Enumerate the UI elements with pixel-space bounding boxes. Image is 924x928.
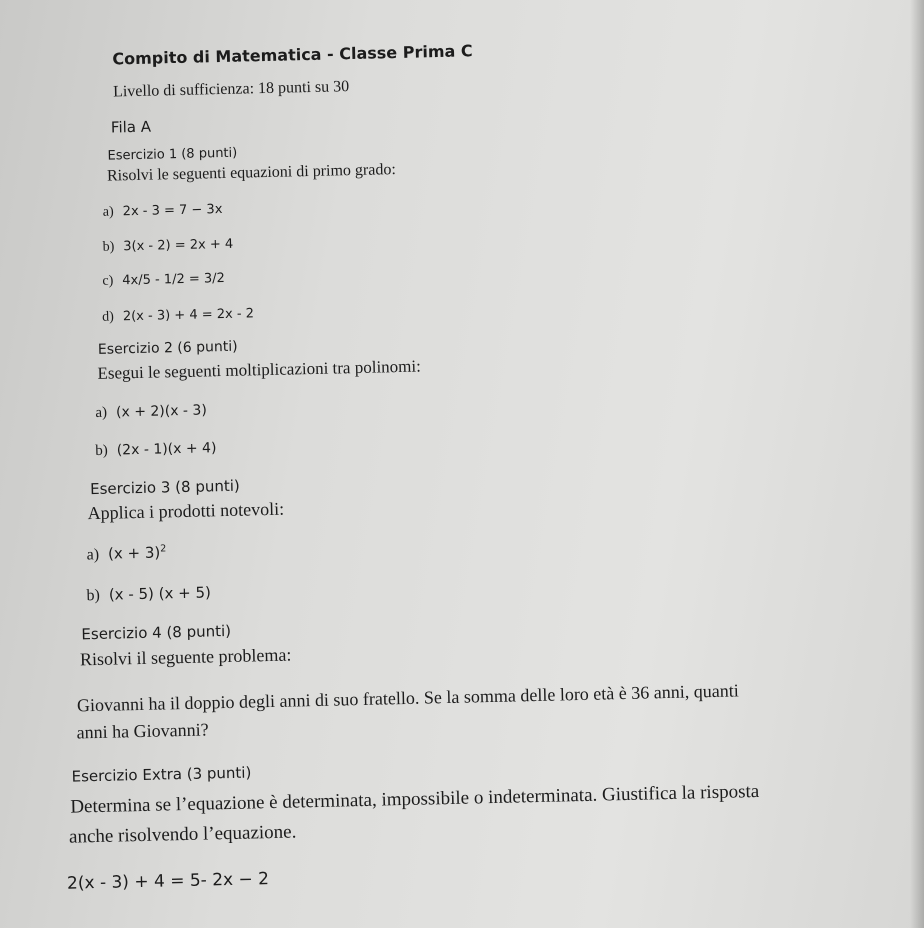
ex2-heading: Esercizio 2 (6 punti) xyxy=(97,338,238,358)
item-label: b) xyxy=(95,442,108,459)
exponent: 2 xyxy=(160,543,167,555)
item-label: c) xyxy=(102,273,114,289)
sufficiency-level: Livello di sufficienza: 18 punti su 30 xyxy=(112,78,350,101)
polynomial-product: (x + 2)(x - 3) xyxy=(115,402,208,421)
item-label: b) xyxy=(102,239,115,255)
ex1-item-a xyxy=(103,200,223,221)
ex1-item-b xyxy=(102,235,233,256)
exam-title: Compito di Matematica - Classe Prima C xyxy=(112,41,473,69)
extra-text-line2: anche risolvendo l’equazione. xyxy=(68,821,297,848)
item-label: d) xyxy=(102,309,115,325)
ex4-heading: Esercizio 4 (8 punti) xyxy=(81,621,232,644)
page-edge-shadow xyxy=(910,0,924,928)
ex3-item-a xyxy=(86,543,166,564)
item-label: a) xyxy=(86,546,100,564)
ex1-heading: Esercizio 1 (8 punti) xyxy=(107,145,238,164)
notable-product: (x + 3) xyxy=(107,543,161,564)
extra-text-line1: Determina se l’equazione è determinata, impossibile o indeterminata. Giustifica la risposta xyxy=(70,780,760,818)
ex2-item-b xyxy=(95,439,217,460)
equation: 2(x - 3) + 4 = 2x - 2 xyxy=(122,306,255,325)
ex1-item-d xyxy=(102,304,254,325)
exam-variant: Fila A xyxy=(110,117,152,137)
ex3-heading: Esercizio 3 (8 punti) xyxy=(89,476,240,499)
extra-heading: Esercizio Extra (3 punti) xyxy=(71,763,252,786)
ex4-problem-line2: anni ha Giovanni? xyxy=(76,719,209,743)
notable-product: (x - 5) (x + 5) xyxy=(108,583,212,604)
item-label: b) xyxy=(86,586,101,605)
polynomial-product: (2x - 1)(x + 4) xyxy=(116,440,217,459)
ex2-instruction: Esegui le seguenti moltiplicazioni tra polinomi: xyxy=(97,356,422,383)
equation: 2x - 3 = 7 − 3x xyxy=(122,202,223,220)
extra-equation: 2(x - 3) + 4 = 5- 2x − 2 xyxy=(66,869,270,894)
equation: 3(x - 2) = 2x + 4 xyxy=(123,236,234,255)
ex1-instruction: Risolvi le seguenti equazioni di primo grado: xyxy=(106,161,396,185)
item-label: a) xyxy=(95,404,108,421)
item-label: a) xyxy=(102,204,114,220)
ex4-instruction: Risolvi il seguente problema: xyxy=(79,644,292,670)
ex1-item-c xyxy=(102,269,225,290)
equation: 4x/5 - 1/2 = 3/2 xyxy=(122,270,226,289)
ex2-item-a xyxy=(95,401,207,422)
ex4-problem-line1: Giovanni ha il doppio degli anni di suo fratello. Se la somma delle loro età è 36 anni, quanti xyxy=(76,680,739,716)
ex3-item-b xyxy=(86,583,211,605)
ex3-instruction: Applica i prodotti notevoli: xyxy=(87,498,285,524)
